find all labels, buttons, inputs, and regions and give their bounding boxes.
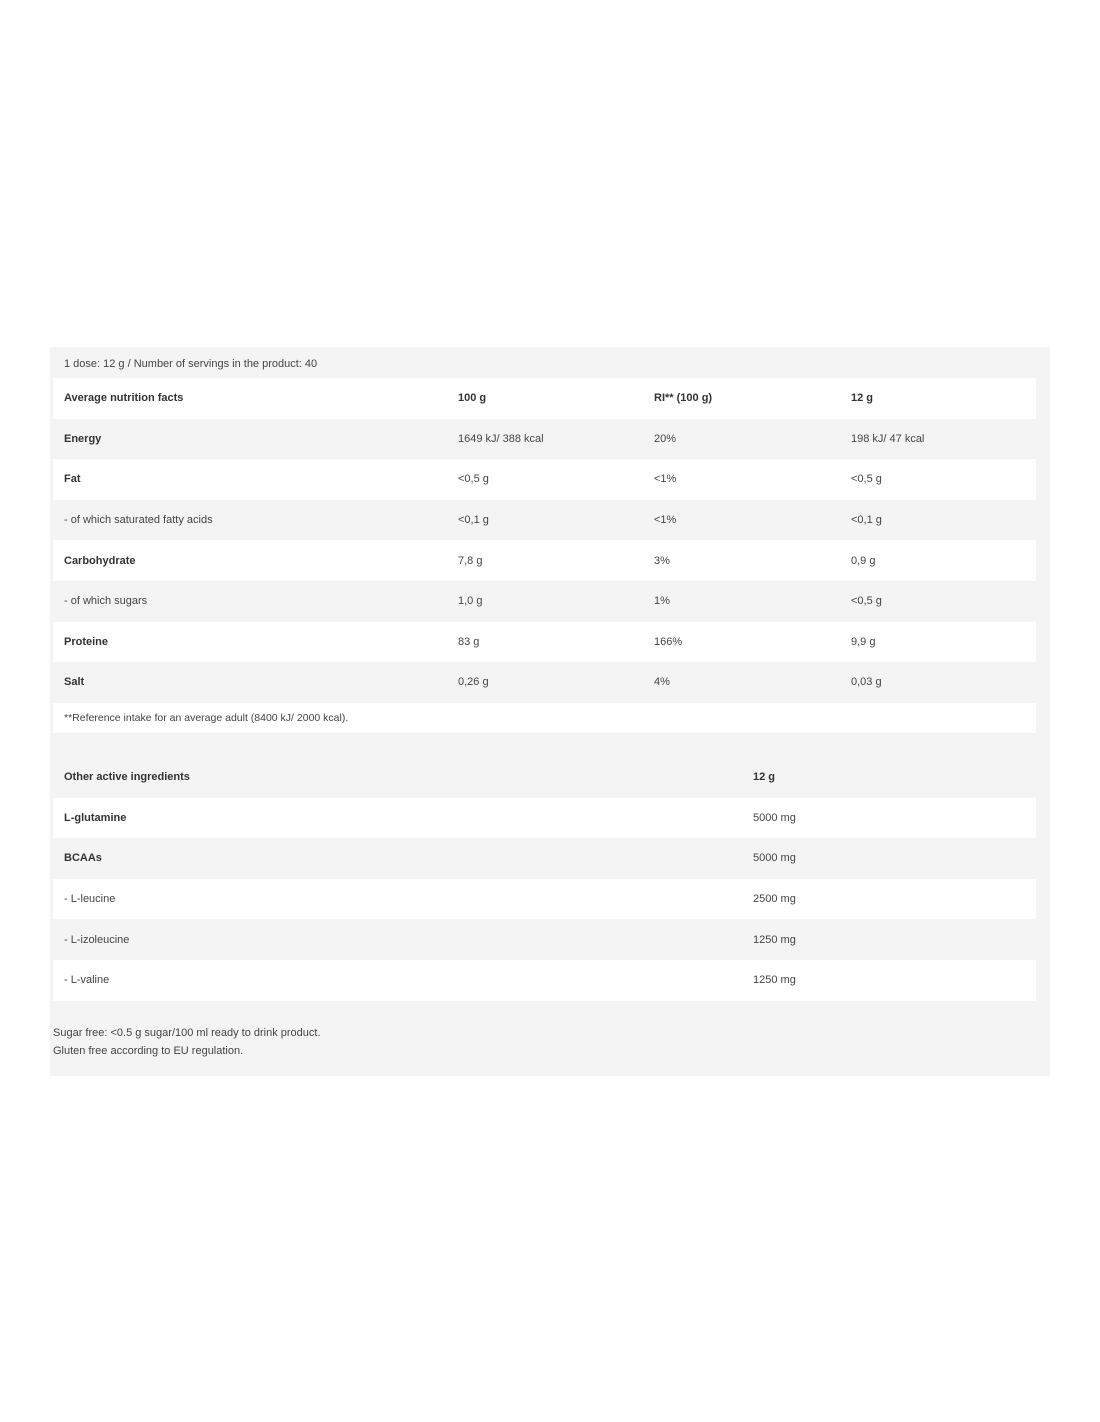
row-label: - of which sugars — [64, 595, 148, 608]
row-value-12g: 9,9 g — [851, 635, 876, 648]
table-row — [53, 838, 1036, 879]
nutrition-header-row — [53, 378, 1036, 419]
row-value-100g: 83 g — [458, 635, 480, 648]
row-value-12g: <0,1 g — [851, 514, 882, 527]
row-value-100g: 1649 kJ/ 388 kcal — [458, 432, 544, 445]
row-value-100g: 7,8 g — [458, 554, 483, 567]
reference-intake-footnote — [53, 703, 1036, 733]
row-label: Carbohydrate — [64, 554, 136, 567]
table-row — [53, 581, 1036, 622]
header-other-ingredients: Other active ingredients — [64, 771, 190, 784]
row-value-ri: 20% — [654, 432, 677, 445]
row-value-ri: <1% — [654, 514, 677, 527]
row-value-ri: <1% — [654, 473, 677, 486]
row-label: - L-valine — [64, 974, 110, 987]
ingredients-table — [53, 757, 1036, 1001]
header-nutrition-facts: Average nutrition facts — [64, 392, 184, 405]
table-row — [53, 459, 1036, 500]
product-notes — [53, 1024, 321, 1060]
row-label: - of which saturated fatty acids — [64, 514, 213, 527]
row-value-ri: 3% — [654, 554, 670, 567]
serving-info: 1 dose: 12 g / Number of servings in the product: 40 — [64, 358, 318, 370]
table-row — [53, 798, 1036, 839]
row-value-ri: 4% — [654, 676, 670, 689]
row-value-12g: 1250 mg — [753, 974, 796, 987]
row-value-12g: 198 kJ/ 47 kcal — [851, 432, 925, 445]
row-value-100g: <0,5 g — [458, 473, 489, 486]
header-12g: 12 g — [851, 392, 874, 405]
row-label: Energy — [64, 432, 102, 445]
header-12g: 12 g — [753, 771, 776, 784]
sugar-free-note: Sugar free: <0.5 g sugar/100 ml ready to drink product. — [53, 1027, 321, 1039]
table-row — [53, 622, 1036, 663]
row-value-12g: 0,03 g — [851, 676, 882, 689]
row-label: - L-leucine — [64, 893, 116, 906]
footnote-text: **Reference intake for an average adult (8400 kJ/ 2000 kcal). — [64, 711, 349, 724]
row-value-12g: <0,5 g — [851, 595, 882, 608]
row-value-ri: 1% — [654, 595, 670, 608]
nutrition-panel — [50, 347, 1050, 1076]
row-value-100g: 1,0 g — [458, 595, 483, 608]
ingredients-header-row — [53, 757, 1036, 798]
table-row — [53, 500, 1036, 541]
row-value-12g: 2500 mg — [753, 893, 796, 906]
row-value-12g: <0,5 g — [851, 473, 882, 486]
table-row — [53, 662, 1036, 703]
row-label: Fat — [64, 473, 81, 486]
header-ri: RI** (100 g) — [654, 392, 713, 405]
row-value-12g: 5000 mg — [753, 811, 796, 824]
header-100g: 100 g — [458, 392, 487, 405]
row-value-12g: 5000 mg — [753, 852, 796, 865]
row-value-ri: 166% — [654, 635, 683, 648]
table-row — [53, 960, 1036, 1001]
row-label: L-glutamine — [64, 811, 127, 824]
nutrition-table — [53, 378, 1036, 733]
table-row — [53, 879, 1036, 920]
row-value-100g: 0,26 g — [458, 676, 489, 689]
row-value-12g: 0,9 g — [851, 554, 876, 567]
row-value-100g: <0,1 g — [458, 514, 489, 527]
row-value-12g: 1250 mg — [753, 933, 796, 946]
row-label: Salt — [64, 676, 85, 689]
table-row — [53, 419, 1036, 460]
gluten-free-note: Gluten free according to EU regulation. — [53, 1045, 244, 1057]
row-label: Proteine — [64, 635, 109, 648]
row-label: BCAAs — [64, 852, 102, 865]
row-label: - L-izoleucine — [64, 933, 130, 946]
table-row — [53, 540, 1036, 581]
table-row — [53, 919, 1036, 960]
